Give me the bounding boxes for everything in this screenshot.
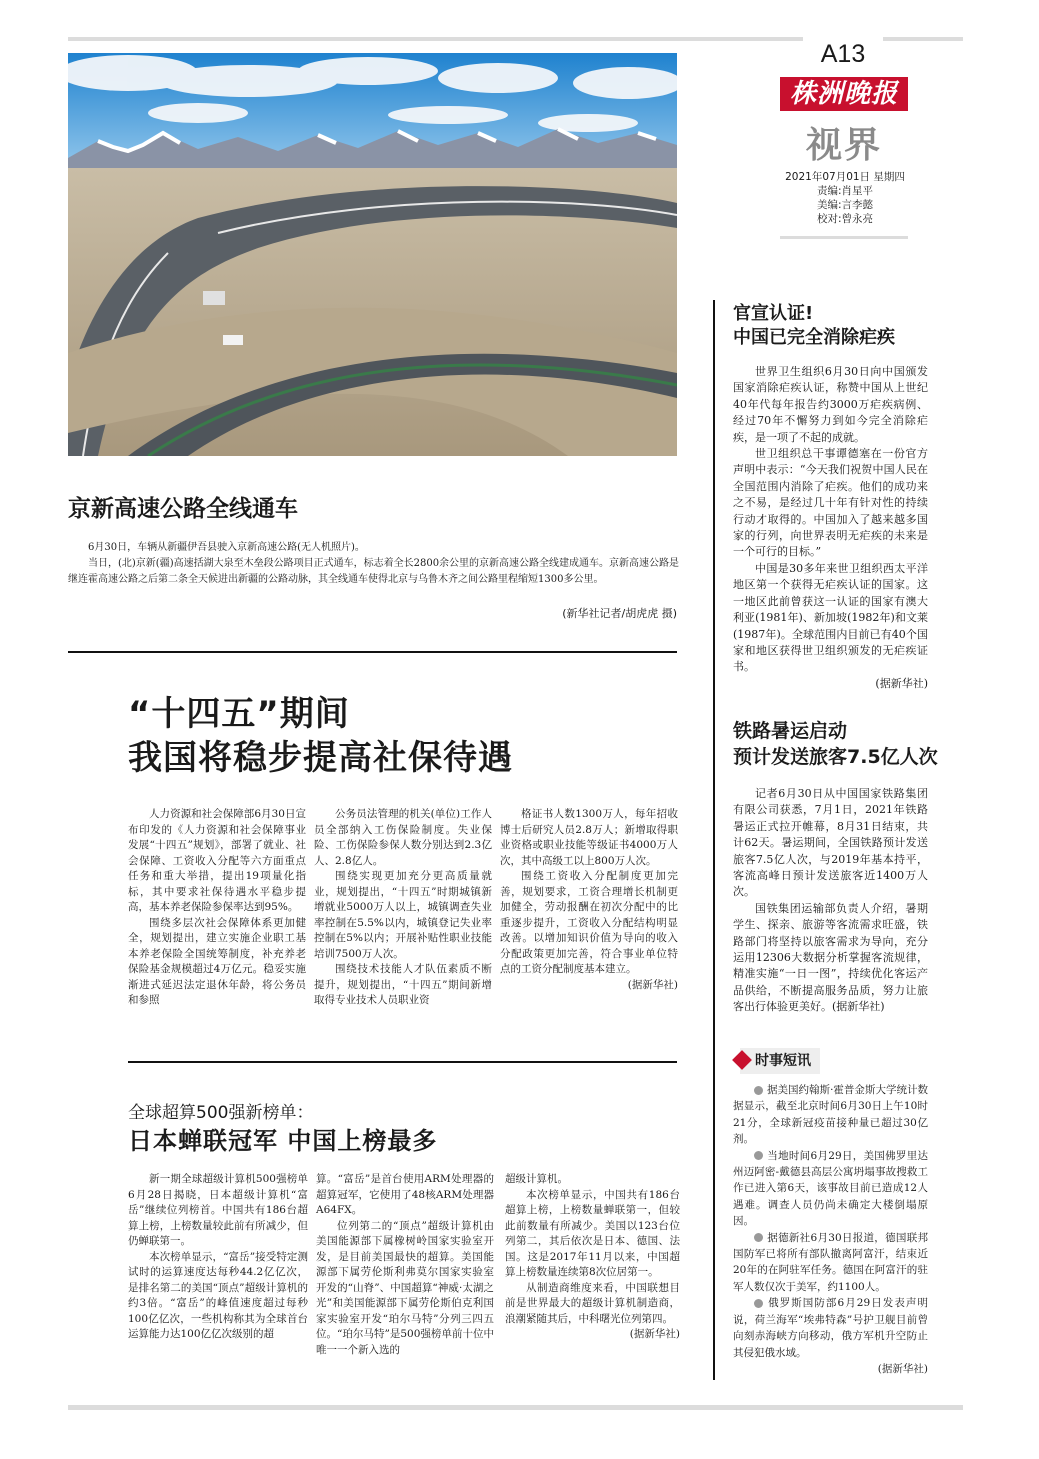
paragraph: 格证书人数1300万人，每年招收博士后研究人员2.8万人；新增取得职业资格或职业技能等级证书4000万人次，其中高级工以上800万人次。 xyxy=(500,808,678,867)
paragraph: 围绕实现更加充分更高质量就业，规划提出，“十四五”时期城镇新增就业5000万人以上，城镇调查失业率控制在5.5%以内，城镇登记失业率控制在5%以内；开展补贴性职业技能培训7500万人次。 xyxy=(314,870,492,960)
paragraph: 从制造商维度来看，中国联想目前是世界最大的超级计算机制造商，浪潮紧随其后，中科曙光位列第四。 xyxy=(505,1281,680,1325)
title-line-1: 铁路暑运启动 xyxy=(733,720,848,742)
paragraph: 围绕工资收入分配制度更加完善，规划要求，工资合理增长机制更加健全，劳动报酬在初次分配中的比重逐步提升，工资收入分配结构明显改善。以增加知识价值为导向的收入分配政策更加完善，符合事业单位特点的工资分配制度基本建立。 xyxy=(500,870,678,975)
top-rule-right xyxy=(883,37,963,41)
article-column xyxy=(128,807,306,1009)
paragraph: 公务员法管理的机关(单位)工作人员全部纳入工伤保险制度。失业保险、工伤保险参保人数分别达到2.3亿人、2.8亿人。 xyxy=(314,808,492,867)
source-credit: (据新华社) xyxy=(629,1328,680,1340)
source-credit: (据新华社) xyxy=(875,676,928,690)
section-divider xyxy=(128,1061,677,1063)
source-credit: (据新华社) xyxy=(877,1362,928,1375)
highway-photo xyxy=(68,53,677,456)
bullet-icon xyxy=(754,1086,763,1095)
sidebar-divider xyxy=(713,300,715,1380)
caption-paragraph: 当日，(北)京新(疆)高速括湖大泉至木垒段公路项目正式通车，标志着全长2800余公里的京新高速公路全线建成通车。京新高速公路是继连霍高速公路之后第二条全天候进出新疆的公路动脉，其全线通车使得北京与乌鲁木齐之间公路里程缩短1300多公里。 xyxy=(68,558,680,585)
section-divider xyxy=(68,651,677,653)
article-column xyxy=(314,807,492,1009)
paragraph: 算。“富岳”是首台使用ARM处理器的超算冠军，它使用了48核ARM处理器A64FX。 xyxy=(316,1173,494,1216)
title-line-2: 预计发送旅客7.5亿人次 xyxy=(733,746,938,768)
paragraph: 位列第二的“顶点”超级计算机由美国能源部下属橡树岭国家实验室开发，是目前美国最快的超算。美国能源部下属劳伦斯利弗莫尔国家实验室开发的“山脊”、中国超算“神威·太湖之光”和美国能源部下属劳伦斯伯克利国家实验室开发“珀尔马特”分列三四五位。“珀尔马特”是500强榜单前十位中唯一一个新入选的 xyxy=(316,1219,494,1356)
title-line-1: 官宣认证! xyxy=(733,303,814,324)
bullet-icon xyxy=(754,1299,763,1308)
highway-photo-illustration xyxy=(68,53,677,456)
source-credit: (据新华社) xyxy=(627,978,678,991)
photo-credit: (新华社记者/胡虎虎 摄) xyxy=(562,607,677,620)
article-column xyxy=(128,1172,308,1343)
page-number: A13 xyxy=(820,40,866,68)
bullet-icon xyxy=(754,1233,763,1242)
paragraph: 中国是30多年来世卫组织西太平洋地区第一个获得无疟疾认证的国家。这一地区此前曾获这一认证的国家有澳大利亚(1981年)、新加坡(1982年)和文莱(1987年)。全球范围内目前已有40个国家和地区获得世卫组织颁发的无疟疾证书。 xyxy=(733,561,928,674)
social-security-title xyxy=(128,692,513,780)
article-column xyxy=(500,807,678,993)
supercomputer-title: 日本蝉联冠军 中国上榜最多 xyxy=(128,1127,438,1155)
lead-story-title: 京新高速公路全线通车 xyxy=(68,496,298,522)
malaria-body xyxy=(733,364,928,692)
paragraph: 国铁集团运输部负责人介绍，暑期学生、探亲、旅游等客流需求旺盛，铁路部门将坚持以旅客需求为导向，充分运用12306大数据分析掌握客流规律，精准实施“一日一图”，持续优化客运产品供给，不断提高服务品质，努力让旅客出行体验更美好。(据新华社) xyxy=(733,901,928,1014)
railway-title xyxy=(733,718,938,770)
diamond-icon xyxy=(732,1050,752,1070)
caption-paragraph: 6月30日，车辆从新疆伊吾县驶入京新高速公路(无人机照片)。 xyxy=(88,542,365,553)
brief-item: 据德新社6月30日报道，德国联邦国防军已将所有部队撤离阿富汗，结束近20年的在阿驻军任务。德国在阿富汗的驻军人数仅次于美军，约1100人。 xyxy=(733,1231,928,1293)
paragraph: 新一期全球超级计算机500强榜单6月28日揭晓，日本超级计算机“富岳”继续位列榜首。中国共有186台超算上榜，上榜数量较此前有所减少，但仍蝉联第一。 xyxy=(128,1173,308,1247)
title-line-2: 我国将稳步提高社保待遇 xyxy=(128,738,513,778)
title-line-2: 中国已完全消除疟疾 xyxy=(733,327,895,348)
paragraph: 世卫组织总干事谭德塞在一份官方声明中表示：“今天我们祝贺中国人民在全国范围内消除了疟疾。他们的成功来之不易，是经过几十年有针对性的持续行动才取得的。中国加入了越来越多国家的行列，向世界表明无疟疾的未来是一个可行的目标。” xyxy=(733,447,928,559)
malaria-title xyxy=(733,302,895,350)
title-line-1: “十四五”期间 xyxy=(128,694,350,734)
paragraph: 围绕技术技能人才队伍素质不断提升，规划提出，“十四五”期间新增取得专业技术人员职业资 xyxy=(314,963,492,1006)
paragraph: 记者6月30日从中国国家铁路集团有限公司获悉，7月1日，2021年铁路暑运正式拉开帷幕，8月31日结束，共计62天。暑运期间，全国铁路预计发送旅客7.5亿人次，与2019年基本持平，客流高峰日预计发送旅客近1400万人次。 xyxy=(733,787,928,899)
paragraph: 本次榜单显示，中国共有186台超算上榜，上榜数量蝉联第一，但较此前数量有所减少。美国以123台位列第二，其后依次是日本、德国、法国。这是2017年11月以来，中国超算上榜数量连续第8次位居第一。 xyxy=(505,1188,680,1278)
briefs-list xyxy=(733,1082,928,1377)
paragraph: 世界卫生组织6月30日向中国颁发国家消除疟疾认证，称赞中国从上世纪40年代每年报告约3000万疟疾病例、经过70年不懈努力到如今完全消除疟疾，是一项了不起的成就。 xyxy=(733,365,928,444)
issue-date: 2021年07月01日 星期四 xyxy=(785,171,905,183)
paragraph: 人力资源和社会保障部6月30日宣布印发的《人力资源和社会保障事业发展“十四五”规划》，部署了就业、社会保障、工资收入分配等六方面重点任务和重大举措，提出19项量化指标，其中要求社保待遇水平稳步提高，基本养老保险参保率达到95%。 xyxy=(128,808,306,913)
paragraph: 本次榜单显示，“富岳”接受特定测试时的运算速度达每秒44.2亿亿次，是排名第二的美国“顶点”超级计算机的约3倍。“富岳”的峰值速度超过每秒100亿亿次，一些机构称其为全球首台运算能力达100亿亿次级别的超 xyxy=(128,1250,308,1340)
car xyxy=(223,335,243,345)
article-column xyxy=(505,1172,680,1343)
railway-body xyxy=(733,786,928,1016)
lead-story-caption xyxy=(68,540,680,588)
newspaper-logo: 株洲晚报 xyxy=(780,77,908,111)
bullet-icon xyxy=(754,1151,763,1160)
proofreader-credit: 校对:曾永亮 xyxy=(816,213,874,225)
masthead-meta xyxy=(765,170,925,226)
bus xyxy=(203,291,225,305)
brief-item: 当地时间6月29日，美国佛罗里达州迈阿密-戴德县高层公寓坍塌事故搜救工作已进入第6天，该事故目前已造成12人遇难。调查人员仍尚未确定大楼倒塌原因。 xyxy=(733,1149,928,1228)
top-rule-left xyxy=(68,37,803,41)
masthead-bottom-rule xyxy=(780,236,908,239)
editor-credit: 责编:肖星平 xyxy=(816,185,874,197)
supercomputer-kicker: 全球超算500强新榜单： xyxy=(128,1103,314,1123)
paragraph: 超级计算机。 xyxy=(505,1173,568,1185)
paragraph: 围绕多层次社会保障体系更加健全，规划提出，建立实施企业职工基本养老保险全国统筹制度，补充养老保险基金规模超过4万亿元。稳妥实施渐进式延迟法定退休年龄，将公务员和参照 xyxy=(128,916,306,1006)
brief-item: 俄罗斯国防部6月29日发表声明说，荷兰海军“埃弗特森”号护卫舰目前曾向刻赤海峡方向移动，俄方军机升空防止其侵犯俄水域。 xyxy=(733,1297,928,1359)
briefs-heading: 时事短讯 xyxy=(755,1053,811,1069)
bottom-rule xyxy=(68,1405,963,1410)
article-column xyxy=(316,1172,494,1358)
brief-item: 据美国约翰斯·霍普金斯大学统计数据显示，截至北京时间6月30日上午10时21分，全球新冠疫苗接种量已超过30亿剂。 xyxy=(733,1084,928,1146)
art-editor-credit: 美编:言李懿 xyxy=(816,199,874,211)
section-title: 视界 xyxy=(805,124,882,166)
briefs-header xyxy=(735,1050,811,1070)
